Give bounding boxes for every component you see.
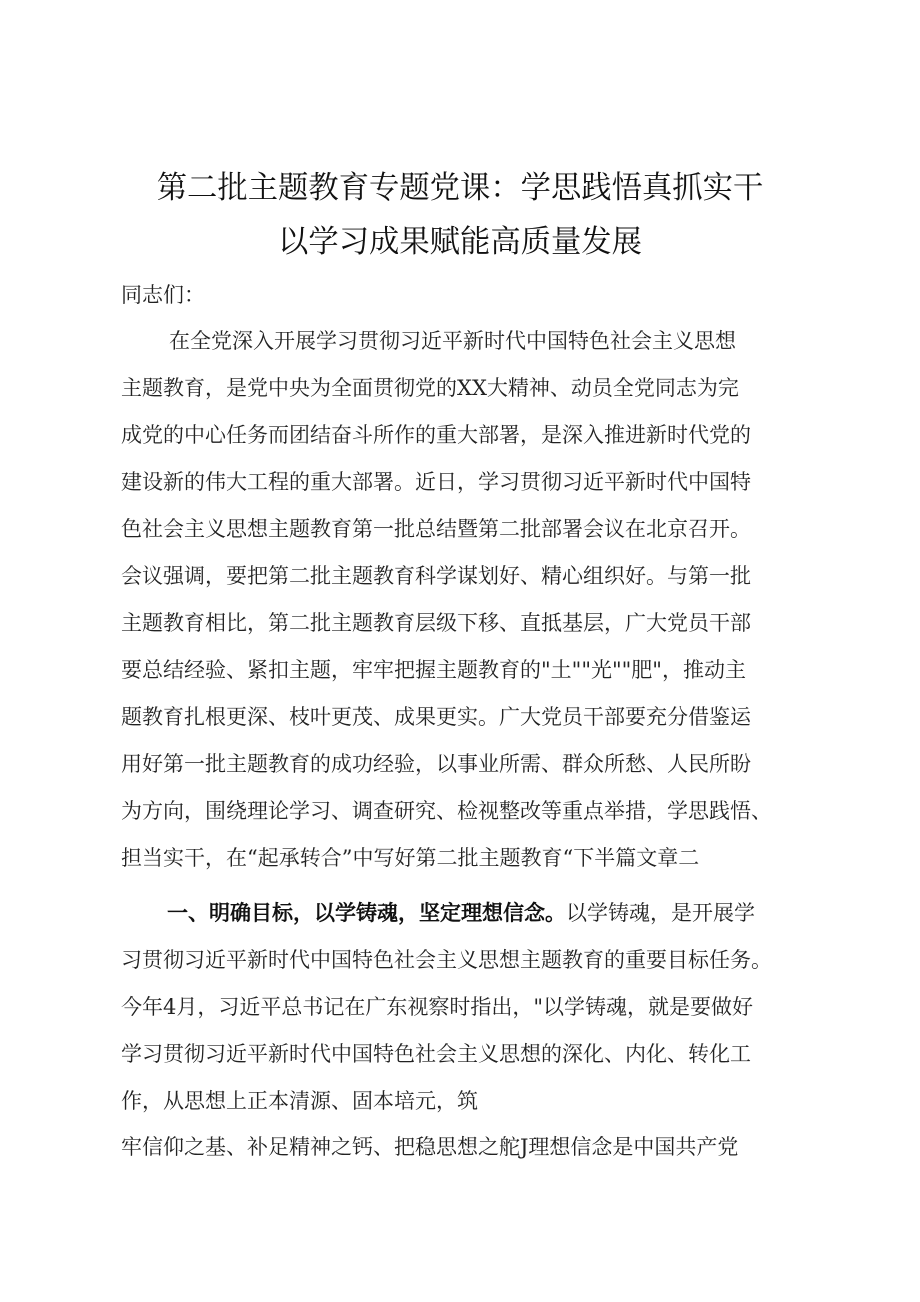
paragraph-1-line: 建设新的伟大工程的重大部署。近日，学习贯彻习近平新时代中国特 bbox=[121, 470, 751, 494]
paragraph-1-line: 在全党深入开展学习贯彻习近平新时代中国特色社会主义思想 bbox=[169, 329, 736, 353]
paragraph-1-line: 担当实干，在“起承转合”中写好第二批主题教育“下半篇文章二 bbox=[121, 846, 700, 870]
paragraph-1-line: 主题教育，是党中央为全面贯彻党的XX大精神、动员全党同志为完 bbox=[121, 376, 739, 400]
paragraph-1-line: 要总结经验、紧扣主题，牢牢把握主题教育的"土""光""肥"，推动主 bbox=[121, 658, 746, 682]
section-1-first-line-text: 以学铸魂，是开展学 bbox=[566, 901, 755, 925]
salutation: 同志们： bbox=[121, 283, 205, 307]
section-1-line: 作，从思想上正本清源、固本培元，筑 bbox=[121, 1089, 478, 1113]
section-1-continued-line: 牢信仰之基、补足精神之钙、把稳思想之舵J理想信念是中国共产党 bbox=[121, 1135, 739, 1159]
paragraph-1-line: 色社会主义思想主题教育第一批总结暨第二批部署会议在北京召开。 bbox=[121, 517, 751, 541]
paragraph-1-line: 会议强调，要把第二批主题教育科学谋划好、精心组织好。与第一批 bbox=[121, 564, 751, 588]
document-title-line-1: 第二批主题教育专题党课：学思践悟真抓实干 bbox=[156, 170, 764, 206]
document-title-line-2: 以学习成果赋能高质量发展 bbox=[278, 224, 642, 260]
paragraph-1-line: 为方向，围绕理论学习、调查研究、检视整改等重点举措，学思践悟、 bbox=[121, 799, 772, 823]
paragraph-1-line: 主题教育相比，第二批主题教育层级下移、直抵基层，广大党员干部 bbox=[121, 611, 751, 635]
section-1-line: 学习贯彻习近平新时代中国特色社会主义思想的深化、内化、转化工 bbox=[121, 1042, 751, 1066]
paragraph-1-line: 用好第一批主题教育的成功经验，以事业所需、群众所愁、人民所盼 bbox=[121, 752, 751, 776]
section-1-line: 今年4月，习近平总书记在广东视察时指出，"以学铸魂，就是要做好 bbox=[121, 995, 754, 1019]
section-1-first-line bbox=[167, 898, 755, 928]
paragraph-1-line: 题教育扎根更深、枝叶更茂、成果更实。广大党员干部要充分借鉴运 bbox=[121, 705, 751, 729]
paragraph-1-line: 成党的中心任务而团结奋斗所作的重大部署，是深入推进新时代党的 bbox=[121, 423, 751, 447]
section-1-heading: 一、明确目标，以学铸魂，坚定理想信念。 bbox=[167, 901, 566, 925]
section-1-line: 习贯彻习近平新时代中国特色社会主义思想主题教育的重要目标任务。 bbox=[121, 948, 772, 972]
